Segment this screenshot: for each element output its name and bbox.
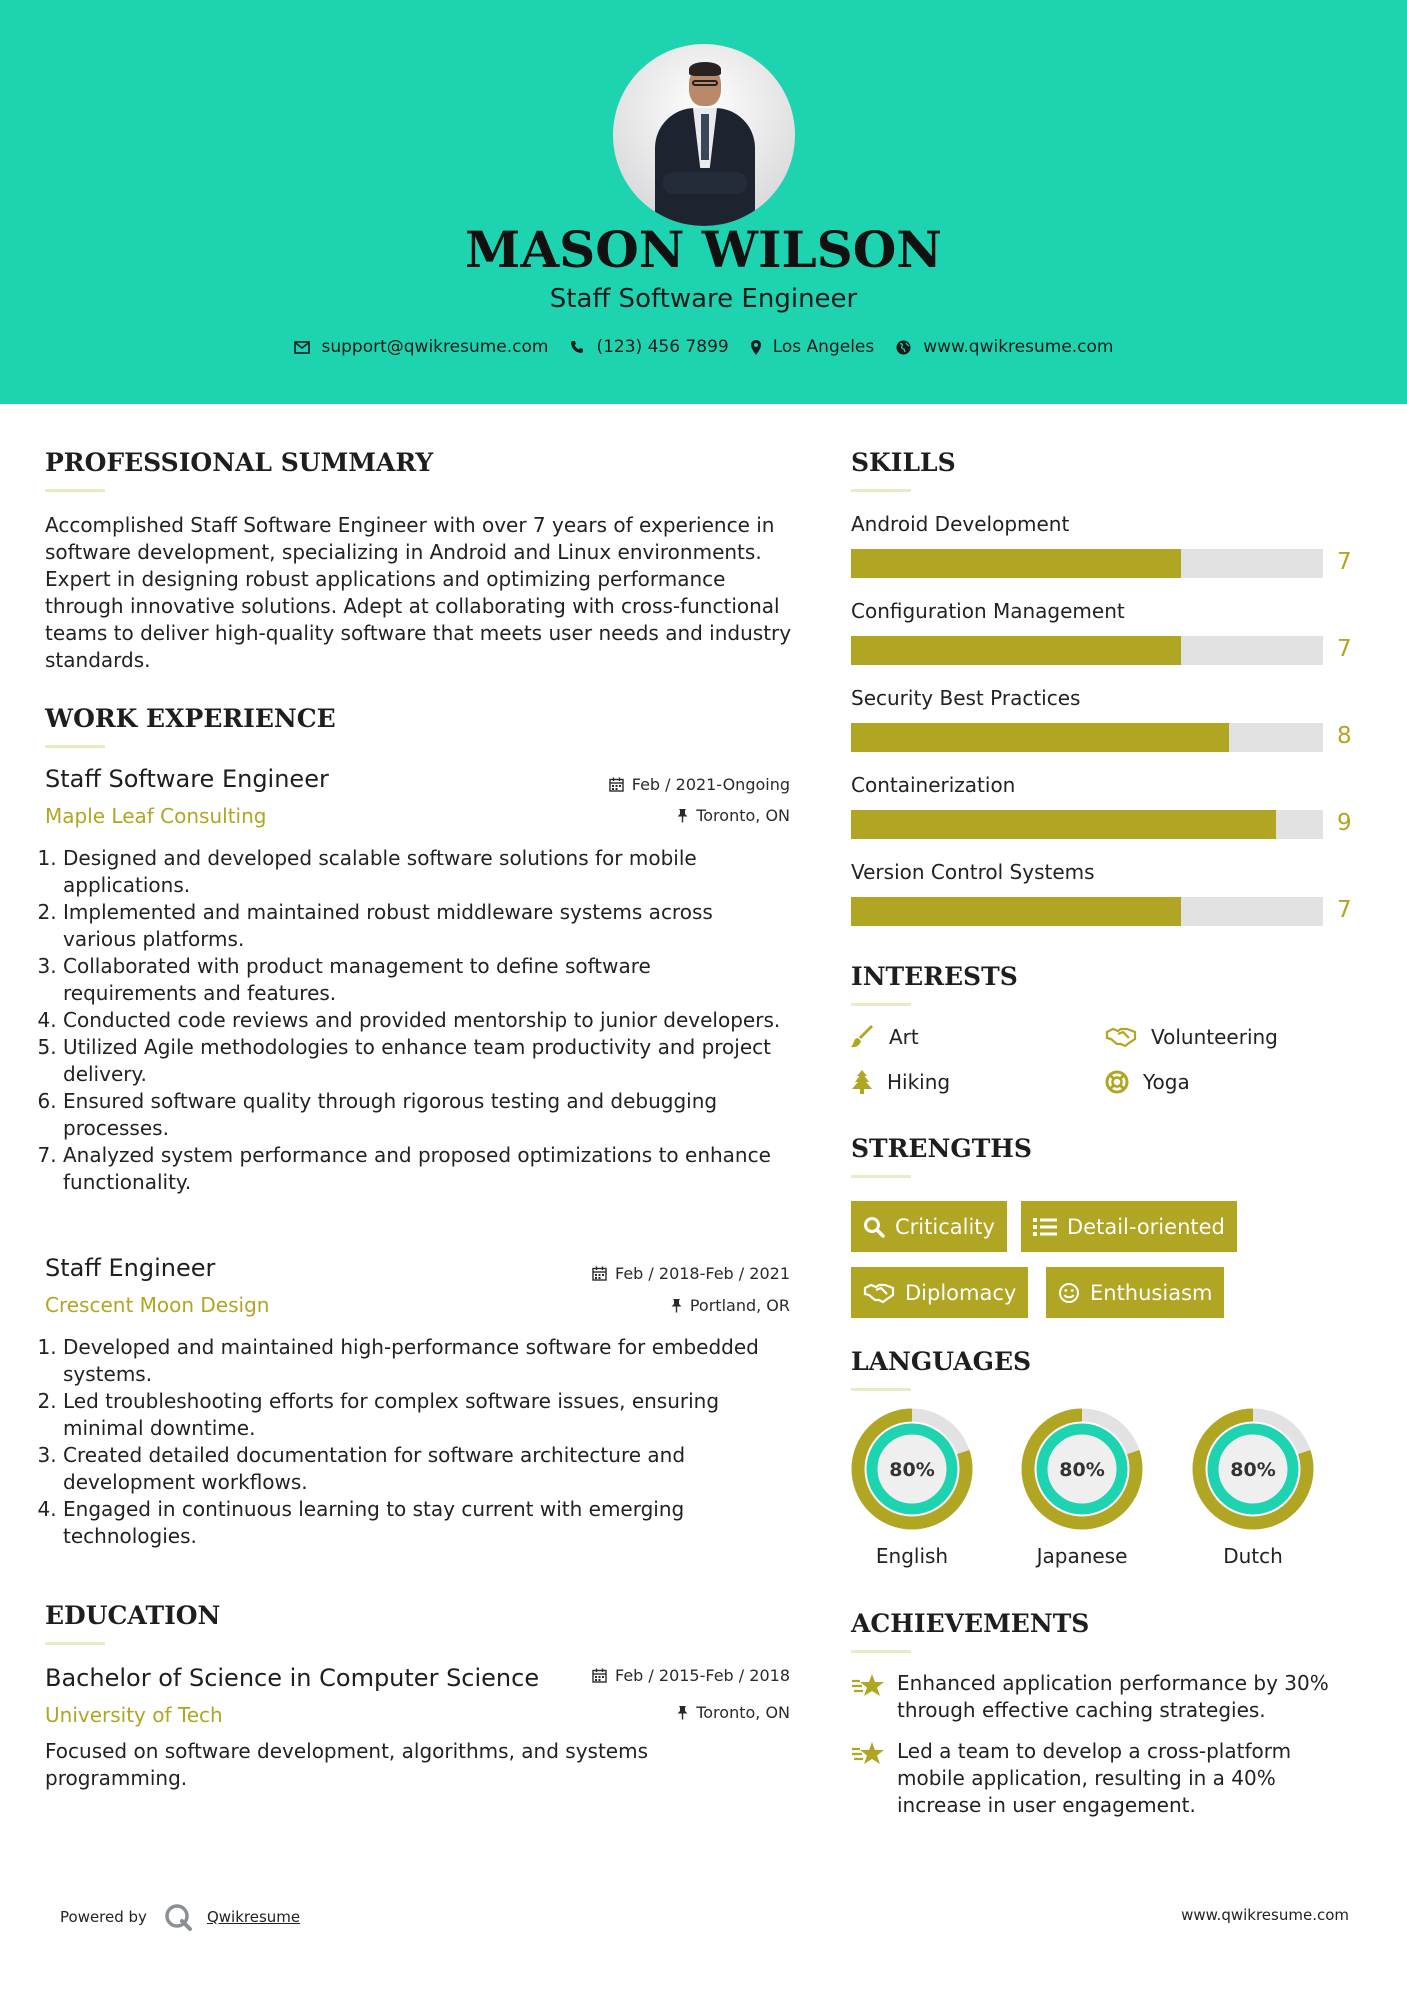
education-heading: EDUCATION: [45, 1601, 221, 1630]
lifering-icon: [1105, 1070, 1129, 1094]
contact-phone[interactable]: [570, 337, 728, 357]
map-marker-icon: [751, 340, 761, 355]
skill-value: 7: [1337, 549, 1352, 575]
skill-value: 9: [1337, 810, 1352, 836]
achievement-text: Led a team to develop a cross-platform mobile application, resulting in a 40% increase in user engagement.: [897, 1739, 1292, 1817]
interest-item-art: [851, 1025, 919, 1049]
interest-label: Yoga: [1143, 1070, 1190, 1094]
skill-value: 8: [1337, 723, 1352, 749]
contact-website-text: www.qwikresume.com: [923, 337, 1114, 357]
language-name: Dutch: [1223, 1544, 1283, 1568]
contact-bar: [0, 337, 1407, 357]
strength-label: Detail-oriented: [1067, 1214, 1225, 1239]
paintbrush-icon: [851, 1025, 875, 1049]
skill-bar-track: [851, 549, 1323, 578]
job-title: Staff Engineer: [45, 1254, 216, 1282]
education-dates: [440, 1666, 790, 1685]
section-underline: [851, 1175, 911, 1178]
education-dates-text: Feb / 2015-Feb / 2018: [615, 1666, 790, 1685]
job-location: [440, 1296, 790, 1315]
strength-label: Enthusiasm: [1090, 1280, 1213, 1305]
school-name: University of Tech: [45, 1703, 223, 1727]
pin-icon: [677, 1705, 688, 1720]
interests-heading: INTERESTS: [851, 962, 1018, 991]
calendar-icon: [609, 777, 624, 792]
job-location-text: Toronto, ON: [696, 806, 790, 825]
powered-by: [60, 1902, 300, 1932]
calendar-icon: [592, 1266, 607, 1281]
job-location-text: Portland, OR: [689, 1296, 790, 1315]
envelope-icon: [294, 341, 310, 354]
summary-heading: PROFESSIONAL SUMMARY: [45, 448, 434, 477]
experience-heading: WORK EXPERIENCE: [45, 704, 336, 733]
interest-item-yoga: [1105, 1070, 1190, 1094]
interest-item-volunteering: [1105, 1025, 1278, 1049]
language-percent: 80%: [889, 1459, 935, 1481]
list-item: 5. Utilized Agile methodologies to enhance team productivity and project delivery.: [63, 1034, 785, 1088]
languages-heading: LANGUAGES: [851, 1347, 1032, 1376]
list-item: 3. Collaborated with product management to define software requirements and features.: [63, 953, 785, 1007]
skill-name: Configuration Management: [851, 599, 1125, 623]
interest-item-hiking: [851, 1070, 950, 1094]
skill-bar-track: [851, 810, 1323, 839]
contact-website[interactable]: [896, 337, 1113, 357]
achievement-item: [851, 1738, 1361, 1819]
pin-icon: [677, 808, 688, 823]
education-location-text: Toronto, ON: [696, 1703, 790, 1722]
qwikresume-link[interactable]: Qwikresume: [206, 1908, 301, 1926]
strength-tag-enthusiasm: [1046, 1267, 1224, 1318]
skill-bar-fill: [851, 810, 1276, 839]
strength-label: Criticality: [895, 1214, 995, 1239]
smile-icon: [1058, 1282, 1080, 1304]
job-duties-list: [45, 1334, 785, 1550]
list-item: 1. Designed and developed scalable software solutions for mobile applications.: [63, 845, 785, 899]
language-ring: [851, 1408, 973, 1530]
job-company: Maple Leaf Consulting: [45, 804, 267, 828]
list-item: 2. Led troubleshooting efforts for complex software issues, ensuring minimal downtime.: [63, 1388, 785, 1442]
profile-photo: [613, 44, 795, 226]
achievements-heading: ACHIEVEMENTS: [851, 1609, 1090, 1638]
calendar-icon: [592, 1668, 607, 1683]
phone-icon: [570, 340, 584, 354]
list-item: 6. Ensured software quality through rigorous testing and debugging processes.: [63, 1088, 785, 1142]
skill-bar-fill: [851, 897, 1181, 926]
job-location: [440, 806, 790, 825]
section-underline: [45, 745, 105, 748]
achievement-item: [851, 1670, 1361, 1724]
list-item: 2. Implemented and maintained robust middleware systems across various platforms.: [63, 899, 785, 953]
contact-phone-text: (123) 456 7899: [596, 337, 729, 357]
language-percent: 80%: [1230, 1459, 1276, 1481]
education-location: [440, 1703, 790, 1722]
section-underline: [851, 1650, 911, 1653]
skill-value: 7: [1337, 636, 1352, 662]
tree-icon: [851, 1070, 873, 1094]
strength-label: Diplomacy: [905, 1280, 1017, 1305]
interest-label: Volunteering: [1151, 1025, 1278, 1049]
language-name: English: [875, 1544, 949, 1568]
strength-tag-diplomacy: [851, 1267, 1028, 1318]
language-ring: [1192, 1408, 1314, 1530]
job-title: Staff Software Engineer: [45, 765, 329, 793]
footer-website[interactable]: www.qwikresume.com: [1181, 1906, 1349, 1924]
section-underline: [45, 1642, 105, 1645]
job-dates-text: Feb / 2021-Ongoing: [631, 775, 790, 794]
strengths-heading: STRENGTHS: [851, 1134, 1032, 1163]
job-company: Crescent Moon Design: [45, 1293, 270, 1317]
star-trophy-icon: [851, 1740, 885, 1768]
search-icon: [863, 1216, 885, 1238]
globe-icon: [896, 340, 911, 355]
skill-bar-track: [851, 897, 1323, 926]
skill-bar-fill: [851, 549, 1181, 578]
skill-bar-track: [851, 723, 1323, 752]
job-dates: [440, 1264, 790, 1283]
skill-bar-track: [851, 636, 1323, 665]
handshake-icon: [1105, 1026, 1137, 1048]
contact-email[interactable]: [294, 337, 549, 357]
candidate-name: MASON WILSON: [465, 220, 942, 279]
list-item: 7. Analyzed system performance and proposed optimizations to enhance functionality.: [63, 1142, 785, 1196]
section-underline: [45, 489, 105, 492]
interest-label: Art: [889, 1025, 919, 1049]
list-icon: [1033, 1217, 1057, 1237]
section-underline: [851, 1003, 911, 1006]
list-item: 3. Created detailed documentation for software architecture and development workflows.: [63, 1442, 785, 1496]
education-description: Focused on software development, algorithms, and systems programming.: [45, 1739, 649, 1790]
list-item: 1. Developed and maintained high-performance software for embedded systems.: [63, 1334, 785, 1388]
strength-tag-detail-oriented: [1021, 1201, 1237, 1252]
skill-name: Security Best Practices: [851, 686, 1081, 710]
language-percent: 80%: [1059, 1459, 1105, 1481]
summary-text: Accomplished Staff Software Engineer with over 7 years of experience in software development, specializing in Android and Linux environments. Expert in designing robust applications and optimizing performance through innovative solutions. Adept at collaborating with cross-functional teams to deliver high-quality software that meets user needs and industry standards.: [45, 513, 792, 672]
contact-location: [751, 337, 875, 357]
skill-name: Version Control Systems: [851, 860, 1095, 884]
skill-bar-fill: [851, 723, 1229, 752]
contact-email-text: support@qwikresume.com: [321, 337, 549, 357]
achievement-text: Enhanced application performance by 30% through effective caching strategies.: [897, 1671, 1329, 1722]
candidate-title: Staff Software Engineer: [549, 284, 858, 314]
degree-title: Bachelor of Science in Computer Science: [45, 1664, 540, 1692]
star-trophy-icon: [851, 1672, 885, 1700]
list-item: 4. Engaged in continuous learning to stay current with emerging technologies.: [63, 1496, 785, 1550]
job-duties-list: [45, 845, 785, 1196]
strength-tag-criticality: [851, 1201, 1007, 1252]
skill-bar-fill: [851, 636, 1181, 665]
job-dates: [440, 775, 790, 794]
section-underline: [851, 489, 911, 492]
skill-name: Containerization: [851, 773, 1016, 797]
interest-label: Hiking: [887, 1070, 951, 1094]
skill-value: 7: [1337, 897, 1352, 923]
language-name: Japanese: [1036, 1544, 1128, 1568]
list-item: 4. Conducted code reviews and provided mentorship to junior developers.: [63, 1007, 785, 1034]
powered-by-label: Powered by: [60, 1908, 147, 1926]
section-underline: [851, 1388, 911, 1391]
language-ring: [1021, 1408, 1143, 1530]
pin-icon: [671, 1298, 682, 1313]
job-dates-text: Feb / 2018-Feb / 2021: [615, 1264, 790, 1283]
skills-heading: SKILLS: [851, 448, 956, 477]
qwikresume-logo-icon: [163, 1902, 193, 1932]
handshake-icon: [863, 1282, 895, 1304]
skill-name: Android Development: [851, 512, 1070, 536]
resume-header: [0, 0, 1407, 404]
contact-location-text: Los Angeles: [772, 337, 875, 357]
